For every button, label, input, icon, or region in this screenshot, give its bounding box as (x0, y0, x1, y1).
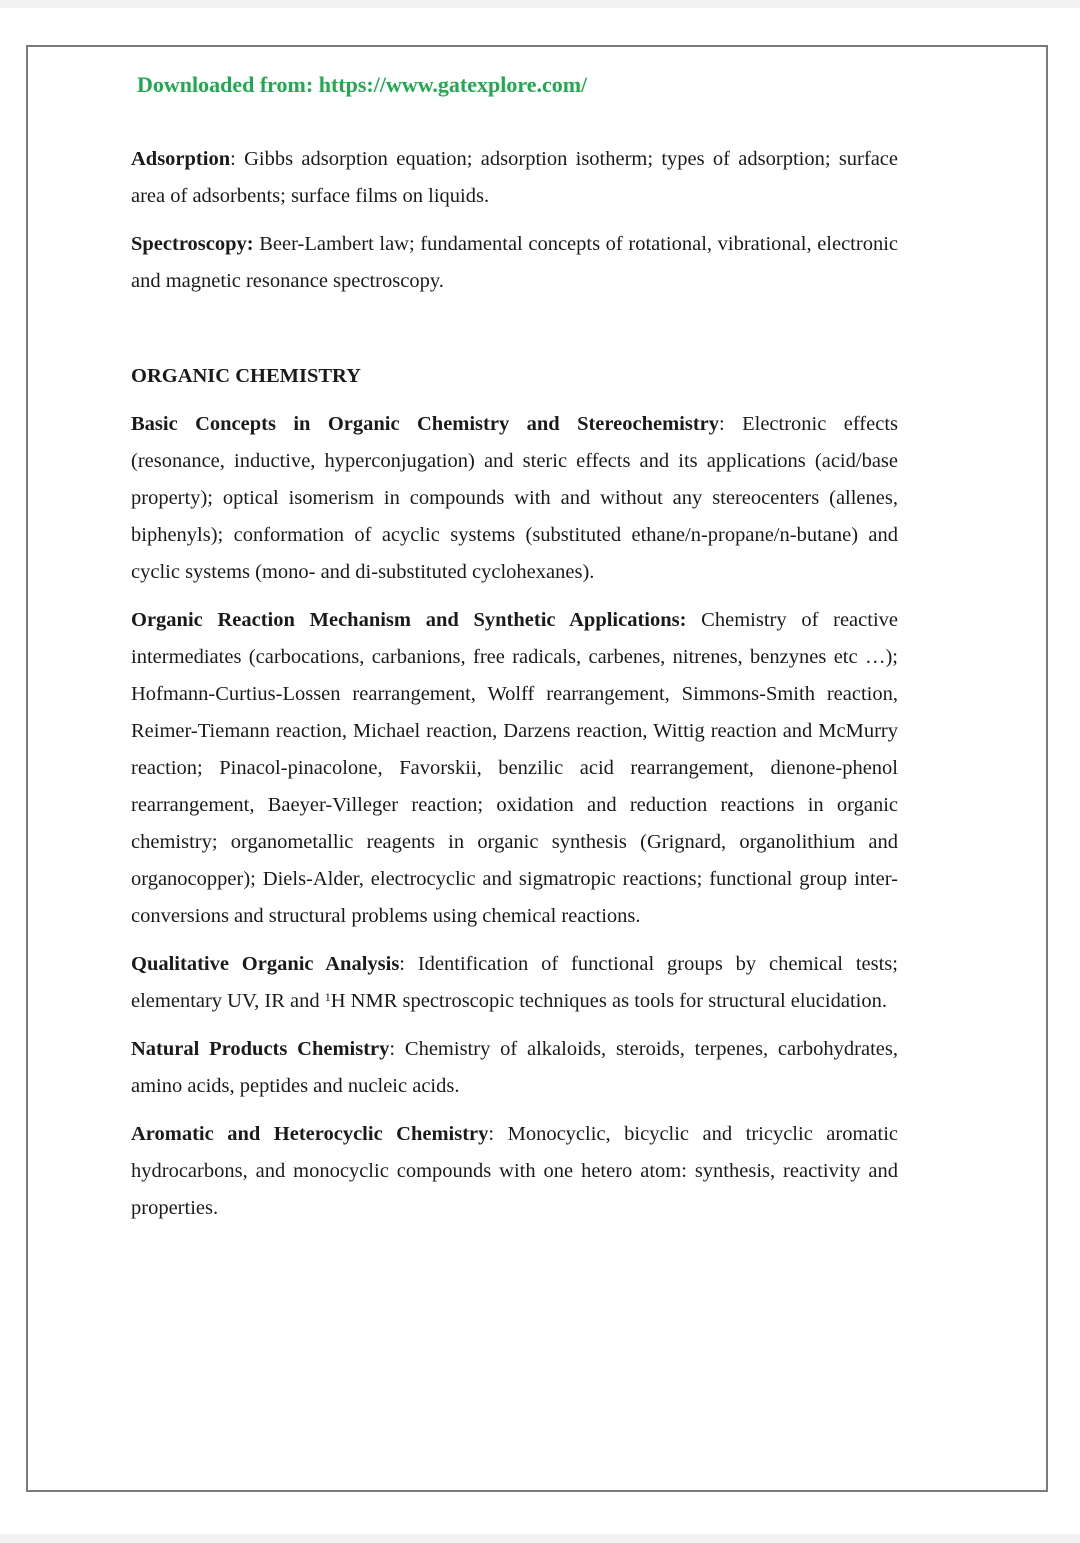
syllabus-content (131, 141, 898, 1238)
topic-description: Chemistry of alkaloids, steroids, terpenes, carbohydrates, amino acids, peptides and nucleic acids. (131, 1038, 899, 1097)
topic-term: Aromatic and Heterocyclic Chemistry (131, 1123, 489, 1145)
topic-term: Spectroscopy: (131, 233, 254, 255)
topic-separator: : (488, 1123, 508, 1145)
section-heading-organic: ORGANIC CHEMISTRY (131, 365, 361, 387)
isotope-superscript: 1 (324, 990, 331, 1004)
topic-separator: : (719, 413, 743, 435)
topic-separator: : (230, 148, 245, 170)
topic-separator (686, 609, 701, 631)
topic-reaction-mechanism (131, 602, 898, 935)
topic-aromatic-heterocyclic (131, 1116, 898, 1227)
topic-description-part1: Identification of functional groups by chemical tests; elementary UV, IR and (131, 953, 898, 1012)
topic-term: Qualitative Organic Analysis (131, 953, 400, 975)
topic-description: Chemistry of reactive intermediates (carbocations, carbanions, free radicals, carbenes, nitrenes, benzynes etc …); Hofmann-Curtius-Lossen rearrangement, Wolff rearrangement, Simmons-Smith reaction, Reimer-Tiemann reaction, Michael reaction, Darzens reaction, Wittig reaction and McMurry reaction; Pinacol-pinacolone, Favorskii, benzilic acid rearrangement, dienone-phenol rearrangement, Baeyer-Villeger reaction; oxidation and reduction reactions in organic chemistry; organometallic reagents in organic synthesis (Grignard, organolithium and organocopper); Diels-Alder, electrocyclic and sigmatropic reactions; functional group inter-conversions and structural problems using chemical reactions. (131, 609, 898, 927)
topic-term: Natural Products Chemistry (131, 1038, 390, 1060)
topic-separator: : (399, 953, 418, 975)
topic-spectroscopy (131, 226, 898, 300)
topic-term: Organic Reaction Mechanism and Synthetic Applications: (131, 609, 687, 631)
section-spacer (131, 311, 898, 358)
download-source-link[interactable]: Downloaded from: https://www.gatexplore.com/ (137, 72, 588, 97)
topic-qualitative-analysis (131, 946, 898, 1020)
topic-description: Monocyclic, bicyclic and tricyclic aromatic hydrocarbons, and monocyclic compounds with one hetero atom: synthesis, reactivity and properties. (131, 1123, 898, 1219)
document-page (0, 8, 1080, 1534)
topic-description: Beer-Lambert law; fundamental concepts of rotational, vibrational, electronic and magnetic resonance spectroscopy. (131, 233, 898, 292)
topic-adsorption (131, 141, 898, 215)
topic-term: Basic Concepts in Organic Chemistry and Stereochemistry (131, 413, 719, 435)
topic-description: Gibbs adsorption equation; adsorption isotherm; types of adsorption; surface area of adsorbents; surface films on liquids. (131, 148, 898, 207)
topic-natural-products (131, 1031, 898, 1105)
topic-description-part2: H NMR spectroscopic techniques as tools for structural elucidation. (330, 990, 887, 1012)
topic-separator: : (389, 1038, 405, 1060)
topic-term: Adsorption (131, 148, 231, 170)
topic-description: Electronic effects (resonance, inductive, hyperconjugation) and steric effects and its applications (acid/base property); optical isomerism in compounds with and without any stereocenters (allenes, biphenyls); conformation of acyclic systems (substituted ethane/n-propane/n-butane) and cyclic systems (mono- and di-substituted cyclohexanes). (131, 413, 898, 583)
topic-basic-concepts (131, 406, 898, 591)
